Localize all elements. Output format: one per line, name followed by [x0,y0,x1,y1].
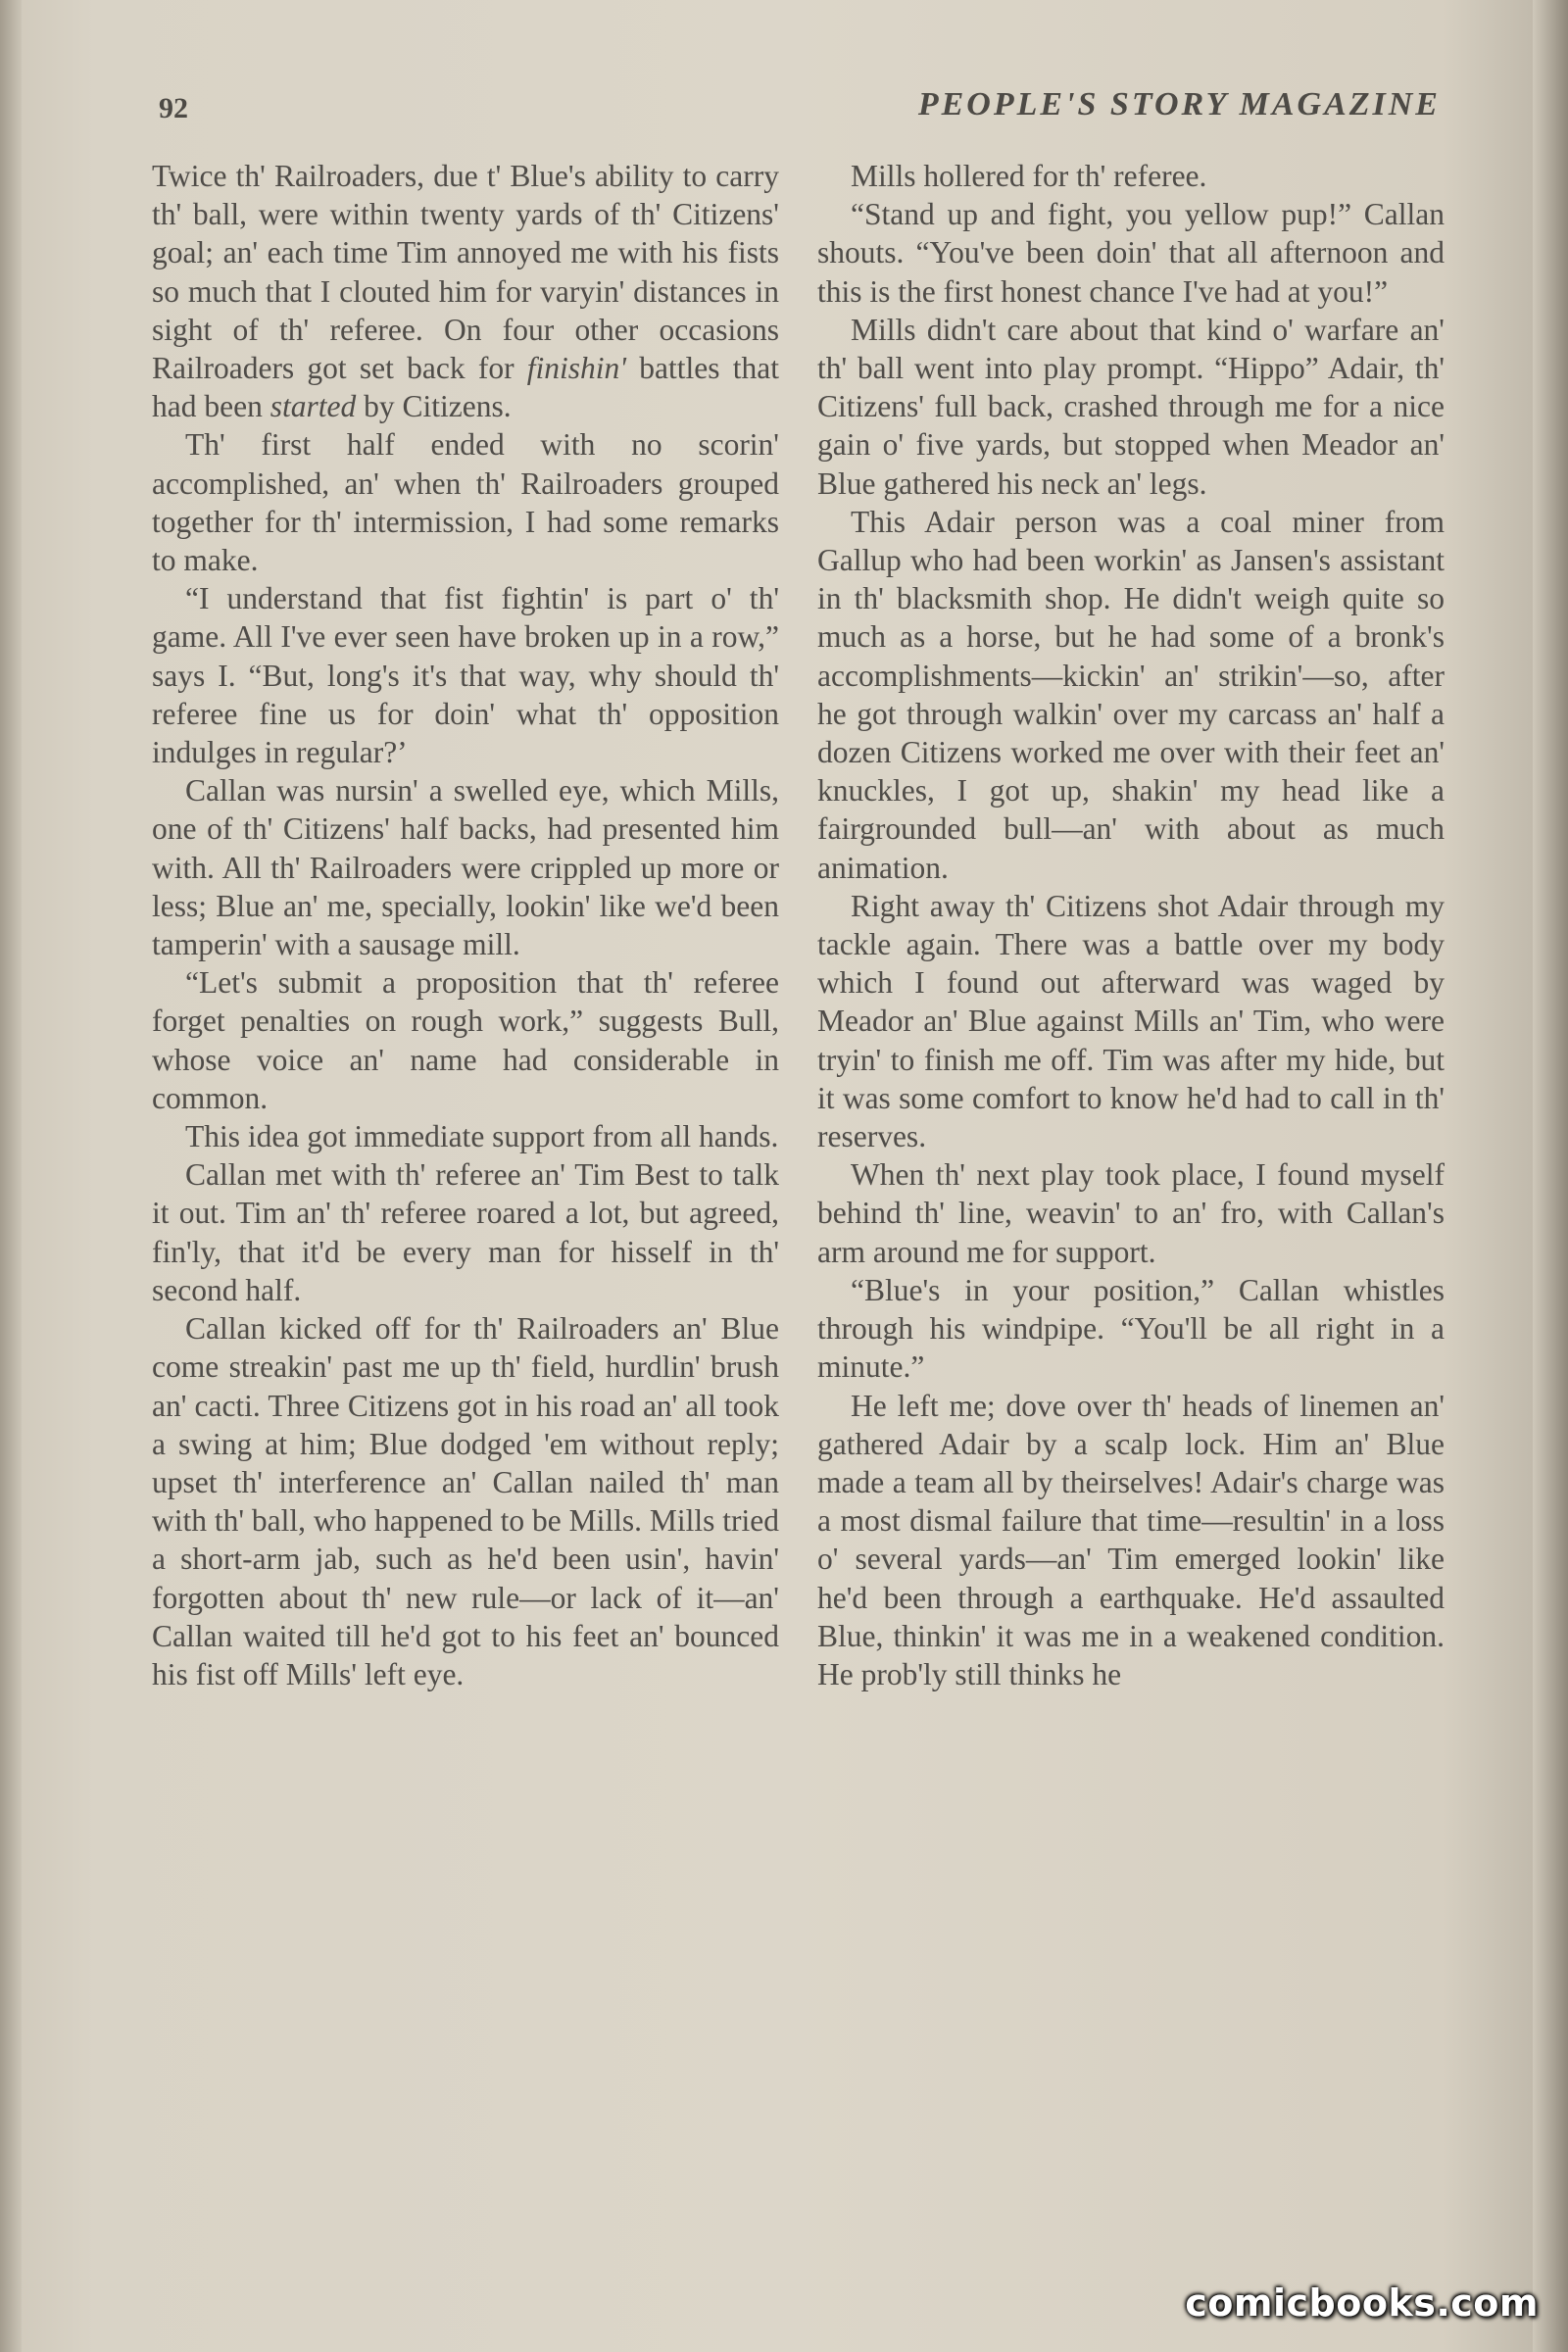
paragraph: Th' first half ended with no scorin' accomplished, an' when th' Railroaders grouped together for th' intermission, I had some remarks to make. [152,427,779,578]
page-left-edge [0,0,22,2352]
paragraph: Twice th' Railroaders, due t' Blue's ability to carry th' ball, were within twenty yards of th' Citizens' goal; an' each time Tim annoyed me with his fists so much that I clouted him for varyin' distances in sight of th' referee. On four other occasions Railroaders got set back for finishin' battles that had been started by Citizens. [152,159,779,424]
left-column [152,157,779,1693]
paragraph: He left me; dove over th' heads of linemen an' gathered Adair by a scalp lock. Him an' Blue made a team all by theirselves! Adair's charge was a most dismal failure that time—resultin' in a loss o' several yards—an' Tim emerged lookin' like he'd been through a earthquake. He'd assaulted Blue, thinkin' it was me in a weakened condition. He prob'ly still thinks he [817,1388,1445,1691]
watermark: comicbooks.com [1185,2281,1539,2325]
paragraph: This idea got immediate support from all hands. [185,1119,779,1154]
paragraph: Right away th' Citizens shot Adair through my tackle again. There was a battle over my body which I found out afterward was waged by Meador an' Blue against Mills an' Tim, who were tryin' to finish me off. Tim was after my hide, but it was some comfort to know he'd had to call in th' reserves. [817,888,1445,1154]
page-right-edge [1533,0,1568,2352]
right-column [817,157,1445,1693]
paragraph: Callan met with th' referee an' Tim Best to talk it out. Tim an' th' referee roared a lot, but agreed, fin'ly, that it'd be every man for hisself in th' second half. [152,1157,779,1307]
paragraph: Mills didn't care about that kind o' warfare an' th' ball went into play prompt. “Hippo” Adair, th' Citizens' full back, crashed through me for a nice gain o' five yards, but stopped when Meador an' Blue gathered his neck an' legs. [817,312,1445,501]
paragraph: Mills hollered for th' referee. [851,159,1207,193]
paragraph: Callan was nursin' a swelled eye, which Mills, one of th' Citizens' half backs, had presented him with. All th' Railroaders were crippled up more or less; Blue an' me, specially, lookin' like we'd been tamperin' with a sausage mill. [152,773,779,962]
paragraph: Callan kicked off for th' Railroaders an' Blue come streakin' past me up th' field, hurdlin' brush an' cacti. Three Citizens got in his road an' all took a swing at him; Blue dodged 'em without reply; upset th' interference an' Callan nailed th' man with th' ball, who happened to be Mills. Mills tried a short-arm jab, such as he'd been usin', havin' forgotten about th' new rule—or lack of it—an' Callan waited till he'd got to his feet an' bounced his fist off Mills' left eye. [152,1311,779,1691]
paragraph: “I understand that fist fightin' is part o' th' game. All I've ever seen have broken up in a row,” says I. “But, long's it's that way, why should th' referee fine us for doin' what th' opposition indulges in regular?’ [152,581,779,770]
paragraph: “Stand up and fight, you yellow pup!” Callan shouts. “You've been doin' that all afternoon and this is the first honest chance I've had at you!” [817,197,1445,309]
paragraph: “Blue's in your position,” Callan whistles through his windpipe. “You'll be all right in a minute.” [817,1272,1445,1385]
page-header [147,86,1441,135]
italic-word-started: started [270,389,357,424]
magazine-title: PEOPLE'S STORY MAGAZINE [917,86,1441,122]
paragraph: When th' next play took place, I found myself behind th' line, weavin' to an' fro, with Callan's arm around me for support. [817,1157,1445,1269]
italic-word-finishin: finishin' [526,351,627,386]
page-number: 92 [159,92,188,124]
paragraph: “Let's submit a proposition that th' referee forget penalties on rough work,” suggests Bull, whose voice an' name had considerable in common. [152,965,779,1115]
paragraph: This Adair person was a coal miner from Gallup who had been workin' as Jansen's assistant in th' blacksmith shop. He didn't weigh quite so much as a horse, but he had some of a bronk's accomplishments—kickin' an' strikin'—so, after he got through walkin' over my carcass an' half a dozen Citizens worked me over with their feet an' knuckles, I got up, shakin' my head like a fairgrounded bull—an' with about as much animation. [817,504,1445,885]
